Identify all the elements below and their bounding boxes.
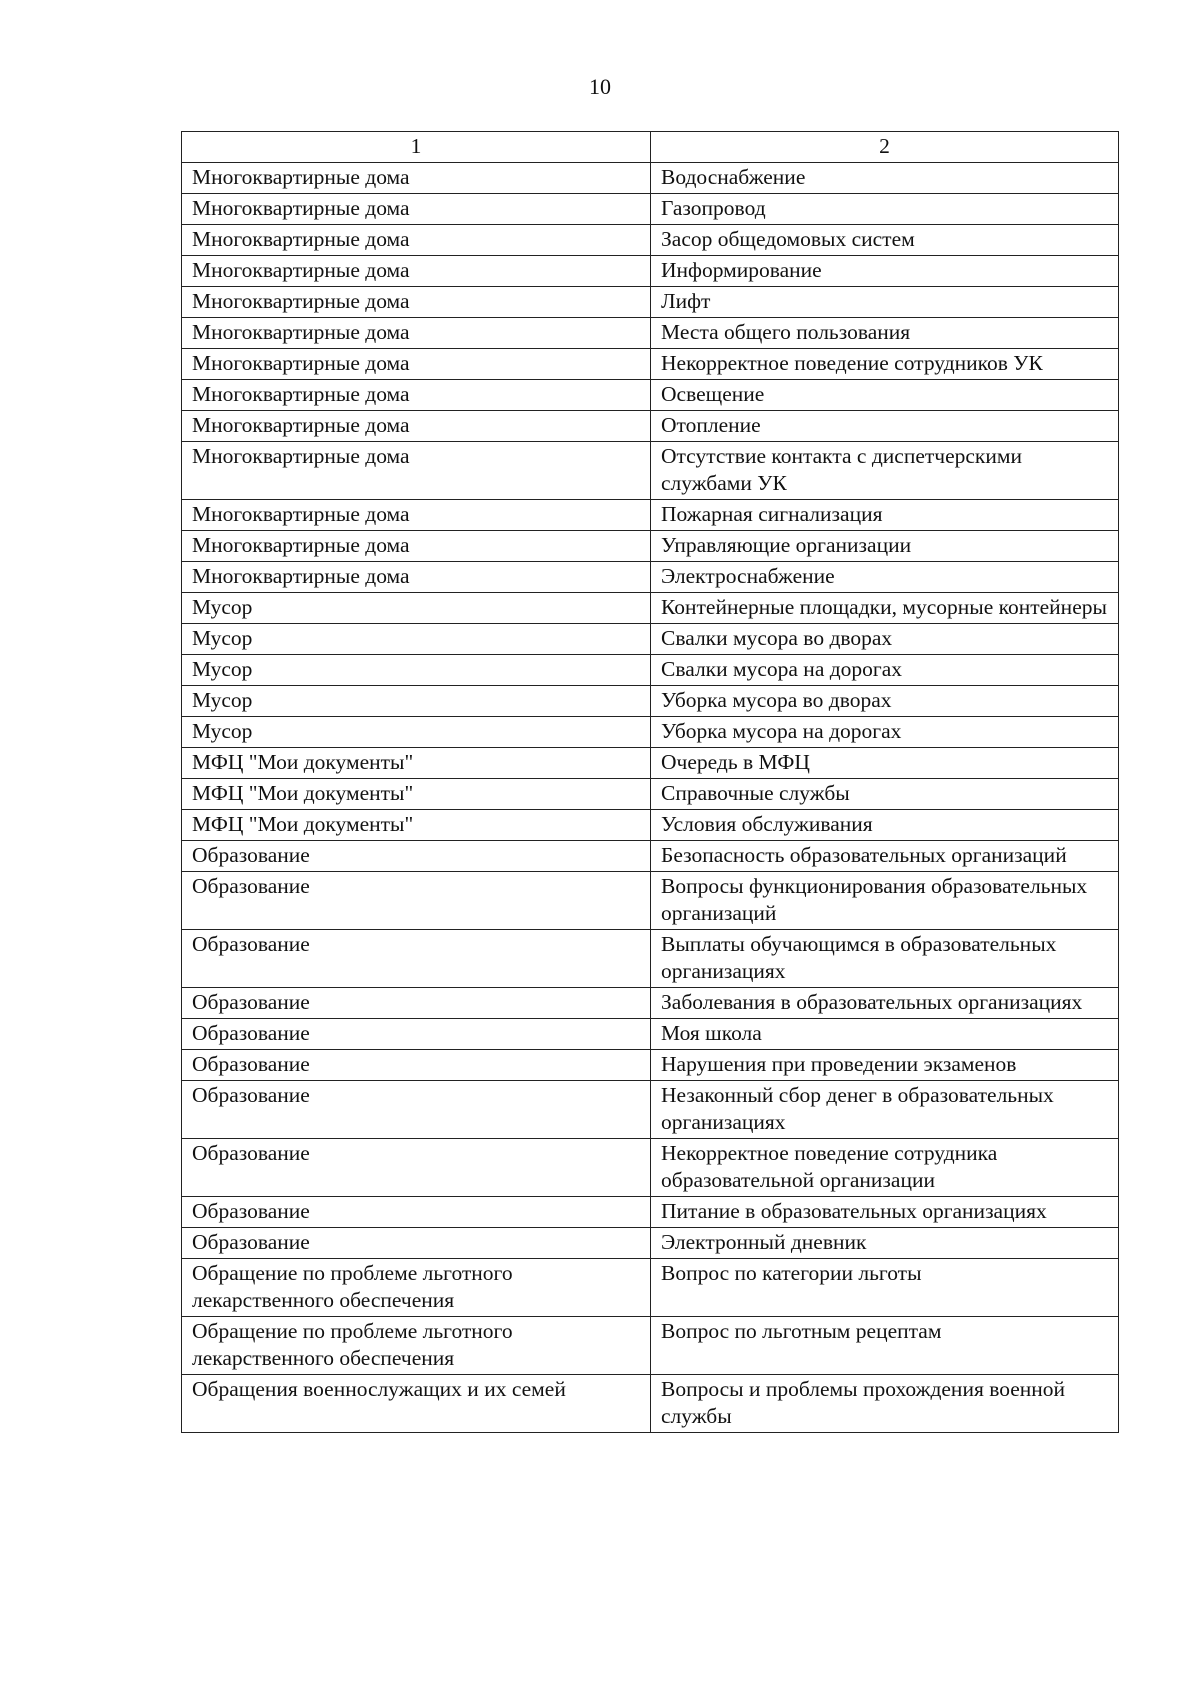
category-cell: Мусор	[182, 655, 651, 686]
subcategory-cell: Отсутствие контакта с диспетчерскими службами УК	[651, 442, 1119, 500]
table-row	[182, 194, 1119, 225]
subcategory-cell: Некорректное поведение сотрудника образовательной организации	[651, 1139, 1119, 1197]
category-cell: Образование	[182, 1197, 651, 1228]
table-row	[182, 1081, 1119, 1139]
subcategory-cell: Условия обслуживания	[651, 810, 1119, 841]
subcategory-cell: Водоснабжение	[651, 163, 1119, 194]
category-cell: Многоквартирные дома	[182, 562, 651, 593]
subcategory-cell: Газопровод	[651, 194, 1119, 225]
table-row	[182, 988, 1119, 1019]
subcategory-cell: Электроснабжение	[651, 562, 1119, 593]
category-cell: Многоквартирные дома	[182, 163, 651, 194]
subcategory-cell: Выплаты обучающимся в образовательных организациях	[651, 930, 1119, 988]
category-cell: Многоквартирные дома	[182, 349, 651, 380]
page-number: 10	[589, 74, 611, 99]
table-row	[182, 655, 1119, 686]
subcategory-cell: Вопросы и проблемы прохождения военной службы	[651, 1375, 1119, 1433]
table-row	[182, 562, 1119, 593]
category-cell: МФЦ "Мои документы"	[182, 748, 651, 779]
category-cell: Обращение по проблеме льготного лекарственного обеспечения	[182, 1317, 651, 1375]
table-row	[182, 163, 1119, 194]
category-cell: Обращения военнослужащих и их семей	[182, 1375, 651, 1433]
table-row	[182, 256, 1119, 287]
category-cell: Образование	[182, 841, 651, 872]
table-row	[182, 1019, 1119, 1050]
category-cell: Многоквартирные дома	[182, 442, 651, 500]
table-row	[182, 1139, 1119, 1197]
subcategory-cell: Вопросы функционирования образовательных организаций	[651, 872, 1119, 930]
subcategory-cell: Управляющие организации	[651, 531, 1119, 562]
table-row	[182, 686, 1119, 717]
category-cell: Многоквартирные дома	[182, 225, 651, 256]
data-table	[181, 131, 1119, 1433]
subcategory-cell: Нарушения при проведении экзаменов	[651, 1050, 1119, 1081]
subcategory-cell: Уборка мусора на дорогах	[651, 717, 1119, 748]
subcategory-cell: Электронный дневник	[651, 1228, 1119, 1259]
table-row	[182, 841, 1119, 872]
table-row	[182, 717, 1119, 748]
category-cell: Многоквартирные дома	[182, 194, 651, 225]
table-header-row	[182, 132, 1119, 163]
column-header: 2	[651, 132, 1119, 163]
table-row	[182, 531, 1119, 562]
subcategory-cell: Незаконный сбор денег в образовательных организациях	[651, 1081, 1119, 1139]
table-row	[182, 1050, 1119, 1081]
subcategory-cell: Вопрос по льготным рецептам	[651, 1317, 1119, 1375]
subcategory-cell: Лифт	[651, 287, 1119, 318]
table-row	[182, 442, 1119, 500]
category-cell: Мусор	[182, 717, 651, 748]
subcategory-cell: Некорректное поведение сотрудников УК	[651, 349, 1119, 380]
table-row	[182, 318, 1119, 349]
subcategory-cell: Места общего пользования	[651, 318, 1119, 349]
subcategory-cell: Моя школа	[651, 1019, 1119, 1050]
category-cell: Мусор	[182, 686, 651, 717]
table-row	[182, 872, 1119, 930]
table-row	[182, 593, 1119, 624]
subcategory-cell: Свалки мусора во дворах	[651, 624, 1119, 655]
table-row	[182, 1197, 1119, 1228]
subcategory-cell: Уборка мусора во дворах	[651, 686, 1119, 717]
table-row	[182, 349, 1119, 380]
table-row	[182, 624, 1119, 655]
subcategory-cell: Безопасность образовательных организаций	[651, 841, 1119, 872]
category-cell: Мусор	[182, 624, 651, 655]
table-row	[182, 779, 1119, 810]
subcategory-cell: Контейнерные площадки, мусорные контейнеры	[651, 593, 1119, 624]
category-cell: Многоквартирные дома	[182, 411, 651, 442]
table-row	[182, 1317, 1119, 1375]
category-cell: Образование	[182, 1019, 651, 1050]
subcategory-cell: Вопрос по категории льготы	[651, 1259, 1119, 1317]
subcategory-cell: Очередь в МФЦ	[651, 748, 1119, 779]
subcategory-cell: Информирование	[651, 256, 1119, 287]
subcategory-cell: Питание в образовательных организациях	[651, 1197, 1119, 1228]
subcategory-cell: Заболевания в образовательных организациях	[651, 988, 1119, 1019]
category-cell: Мусор	[182, 593, 651, 624]
category-cell: Образование	[182, 930, 651, 988]
category-cell: Образование	[182, 1228, 651, 1259]
subcategory-cell: Пожарная сигнализация	[651, 500, 1119, 531]
category-cell: Образование	[182, 1139, 651, 1197]
subcategory-cell: Свалки мусора на дорогах	[651, 655, 1119, 686]
category-cell: Многоквартирные дома	[182, 531, 651, 562]
category-cell: МФЦ "Мои документы"	[182, 810, 651, 841]
table-row	[182, 810, 1119, 841]
category-cell: Многоквартирные дома	[182, 287, 651, 318]
table-row	[182, 287, 1119, 318]
table-row	[182, 500, 1119, 531]
table-row	[182, 411, 1119, 442]
table-row	[182, 748, 1119, 779]
table-row	[182, 930, 1119, 988]
category-cell: Образование	[182, 988, 651, 1019]
table-row	[182, 1375, 1119, 1433]
table-row	[182, 380, 1119, 411]
category-cell: Обращение по проблеме льготного лекарственного обеспечения	[182, 1259, 651, 1317]
subcategory-cell: Освещение	[651, 380, 1119, 411]
table-row	[182, 1259, 1119, 1317]
category-cell: Многоквартирные дома	[182, 500, 651, 531]
subcategory-cell: Отопление	[651, 411, 1119, 442]
subcategory-cell: Справочные службы	[651, 779, 1119, 810]
category-cell: Образование	[182, 1050, 651, 1081]
category-cell: Многоквартирные дома	[182, 256, 651, 287]
category-cell: Многоквартирные дома	[182, 380, 651, 411]
subcategory-cell: Засор общедомовых систем	[651, 225, 1119, 256]
table-row	[182, 225, 1119, 256]
category-cell: МФЦ "Мои документы"	[182, 779, 651, 810]
category-cell: Многоквартирные дома	[182, 318, 651, 349]
table-row	[182, 1228, 1119, 1259]
category-cell: Образование	[182, 872, 651, 930]
table-body	[182, 163, 1119, 1433]
column-header: 1	[182, 132, 651, 163]
category-cell: Образование	[182, 1081, 651, 1139]
